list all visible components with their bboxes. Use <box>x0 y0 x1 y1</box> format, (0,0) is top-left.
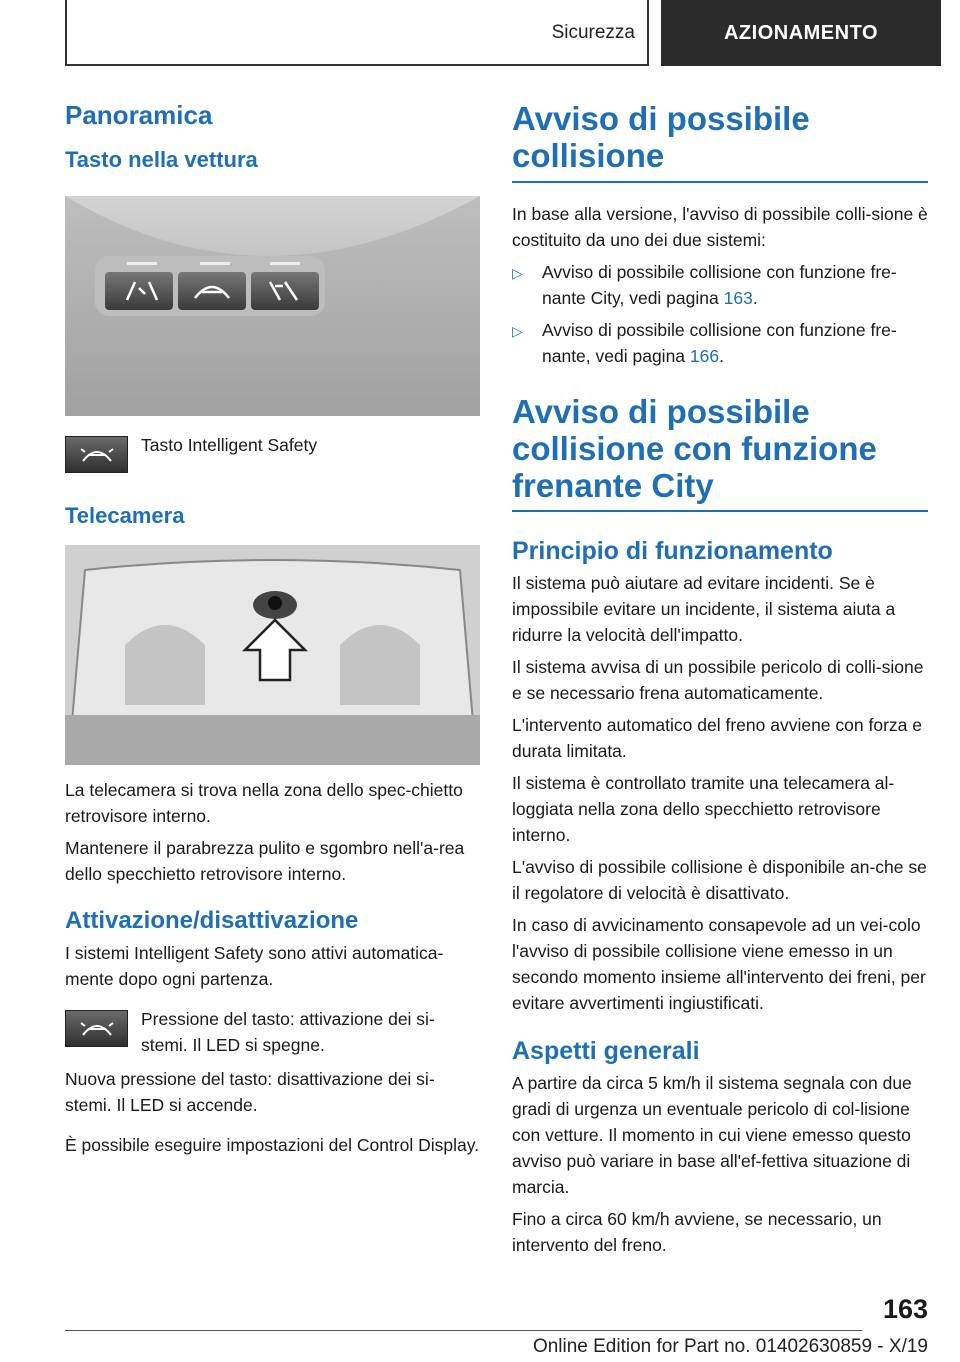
heading-city: Avviso di possibile collisione con funzione frenante City <box>512 392 877 505</box>
bullet-marker-icon: ▷ <box>512 322 523 339</box>
paragraph-principio-3: L'intervento automatico del freno avviene con forza e durata limitata. <box>512 715 922 762</box>
paragraph-intro: In base alla versione, l'avviso di possibile colli-sione è costituito da uno dei due sistemi: <box>512 203 928 250</box>
paragraph-principio-4: Il sistema è controllato tramite una telecamera al-loggiata nella zona dello specchietto retrovisore interno. <box>512 773 895 846</box>
caption-tasto: Tasto Intelligent Safety <box>141 434 318 455</box>
paragraph-principio-1: Il sistema può aiutare ad evitare incidenti. Se è impossibile evitare un incidente, il sistema aiuta a ridurre la velocità dell'impatto. <box>512 573 896 646</box>
photo-button-panel <box>65 196 480 416</box>
paragraph-principio-6: In caso di avvicinamento consapevole ad un vei-colo l'avviso di possibile collisione viene emesso in un secondo momento insieme all'intervento dei freni, per evitare avvertimenti ingiustificati. <box>512 915 926 1014</box>
paragraph-aspetti-1: A partire da circa 5 km/h il sistema segnala con due gradi di urgenza un eventuale pericolo di col-lisione con vetture. Il momento in cui viene emesso questo avviso può variare in base all'ef-fettiva situazione di marcia. <box>512 1073 912 1198</box>
footer-rule <box>65 1330 862 1331</box>
bullet-text: Avviso di possibile collisione con funzione fre-nante City, vedi pagina <box>542 261 897 308</box>
camera-illustration <box>65 545 480 765</box>
collision-warning-icon <box>65 1010 128 1047</box>
caption-row-tasto <box>65 436 480 473</box>
bullet-text: Avviso di possibile collisione con funzione fre-nante, vedi pagina <box>542 319 897 366</box>
heading-avviso: Avviso di possibile collisione <box>512 100 810 175</box>
bullet-item <box>512 317 928 369</box>
footer-edition: Online Edition for Part no. 01402630859 - X/19 <box>532 1336 928 1357</box>
heading-tasto: Tasto nella vettura <box>65 147 258 173</box>
header-divider <box>647 0 649 66</box>
paragraph-principio-2: Il sistema avvisa di un possibile pericolo di colli-sione e se necessario frena automaticamente. <box>512 657 924 704</box>
header-left-rule <box>65 0 67 66</box>
paragraph-telecamera-2: Mantenere il parabrezza pulito e sgombro nell'a-rea dello specchietto retrovisore interno. <box>65 837 465 884</box>
paragraph-telecamera-1: La telecamera si trova nella zona dello spec-chietto retrovisore interno. <box>65 779 463 826</box>
right-column <box>512 100 928 1258</box>
bullet-end: . <box>719 345 724 366</box>
heading-panoramica: Panoramica <box>65 100 213 130</box>
paragraph-aspetti-2: Fino a circa 60 km/h avviene, se necessario, un intervento del freno. <box>512 1209 882 1256</box>
paragraph-control-display: È possibile eseguire impostazioni del Control Display. <box>65 1134 480 1155</box>
paragraph-press-1: Pressione del tasto: attivazione dei si-stemi. Il LED si spegne. <box>141 1008 435 1055</box>
photo-camera <box>65 545 480 765</box>
page-number: 163 <box>882 1294 928 1324</box>
paragraph-press-2: Nuova pressione del tasto: disattivazione dei si-stemi. Il LED si accende. <box>65 1068 435 1115</box>
bullet-item <box>512 259 928 311</box>
heading-rule <box>512 510 928 512</box>
bullet-marker-icon: ▷ <box>512 264 523 281</box>
header-chapter-tab[interactable]: AZIONAMENTO <box>661 0 941 66</box>
heading-telecamera: Telecamera <box>65 502 185 528</box>
heading-principio: Principio di funzionamento <box>512 537 833 566</box>
page-link-163[interactable]: 163 <box>723 287 753 308</box>
bullet-end: . <box>752 287 758 308</box>
heading-rule <box>512 181 928 183</box>
collision-warning-icon <box>65 436 128 473</box>
paragraph-principio-5: L'avviso di possibile collisione è disponibile an-che se il regolatore di velocità è disattivato. <box>512 857 927 904</box>
page-link-166[interactable]: 166 <box>689 345 720 366</box>
header-section-title: Sicurezza <box>551 22 635 43</box>
heading-aspetti: Aspetti generali <box>512 1037 700 1066</box>
header-bottom-rule <box>65 64 648 66</box>
paragraph-attivazione: I sistemi Intelligent Safety sono attivi automatica-mente dopo ogni partenza. <box>65 942 444 989</box>
press-row <box>65 1006 480 1058</box>
heading-attivazione: Attivazione/disattivazione <box>65 906 359 934</box>
button-panel-illustration <box>65 196 480 416</box>
left-column <box>65 100 480 1158</box>
